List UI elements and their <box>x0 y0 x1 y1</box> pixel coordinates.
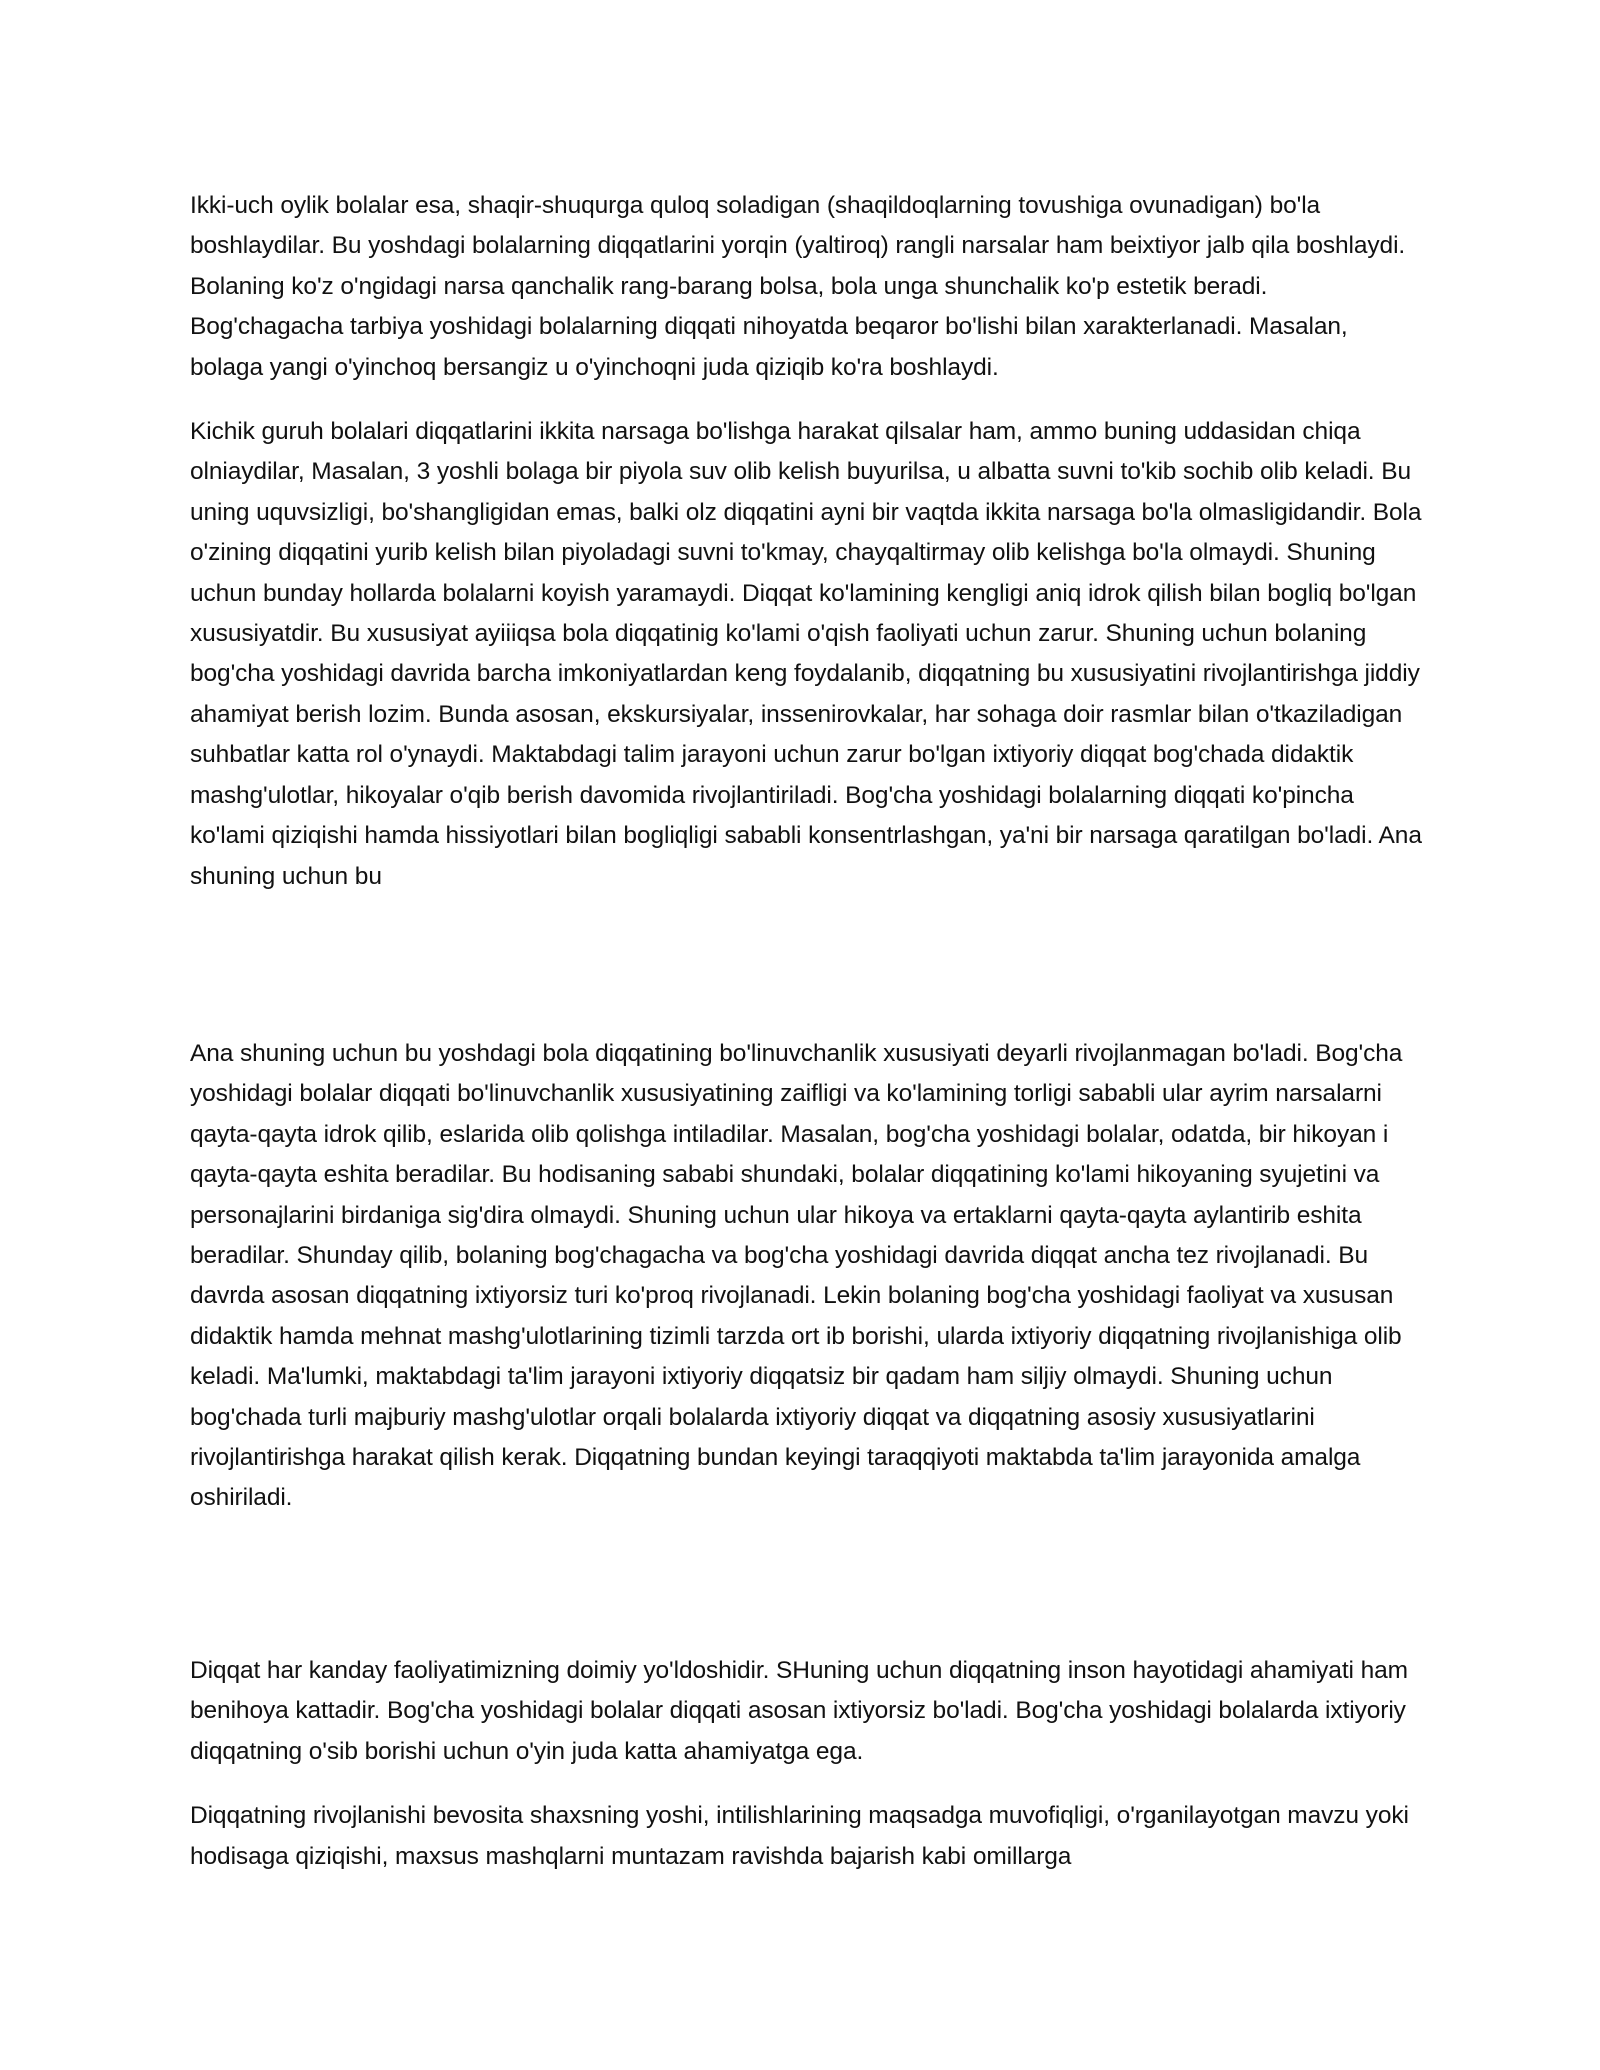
paragraph-2: Kichik guruh bolalari diqqatlarini ikkita narsaga bo'lishga harakat qilsalar ham, ammo buning uddasidan chiqa olniaydilar, Masalan, 3 yoshli bolaga bir piyola suv olib kelish buyurilsa, u albatta suvni to'kib sochib olib keladi. Bu uning uquvsizligi, bo'shangligidan emas, balki olz diqqatini ayni bir vaqtda ikkita narsaga bo'la olmasligidandir. Bola o'zining diqqatini yurib kelish bilan piyoladagi suvni to'kmay, chayqaltirmay olib kelishga bo'la olmaydi. Shuning uchun bunday hollarda bolalarni koyish yaramaydi. Diqqat ko'lamining kengligi aniq idrok qilish bilan bogliq bo'lgan xususiyatdir. Bu xususiyat ayiiiqsa bola diqqatinig ko'lami o'qish faoliyati uchun zarur. Shuning uchun bolaning bog'cha yoshidagi davrida barcha imkoniyatlardan keng foydalanib, diqqatning bu xususiyatini rivojlantirishga jiddiy ahamiyat berish lozim. Bunda asosan, ekskursiyalar, inssenirovkalar, har sohaga doir rasmlar bilan o'tkaziladigan suhbatlar katta rol o'ynaydi. Maktabdagi talim jarayoni uchun zarur bo'lgan ixtiyoriy diqqat bog'chada didaktik mashg'ulotlar, hikoyalar o'qib berish davomida rivojlantiriladi. Bog'cha yoshidagi bolalarning diqqati ko'pincha ko'lami qiziqishi hamda hissiyotlari bilan bogliqligi sababli konsentrlashgan, ya'ni bir narsaga qaratilgan bo'ladi. Ana shuning uchun bu <box>190 418 1422 890</box>
paragraph-5: Diqqatning rivojlanishi bevosita shaxsning yoshi, intilishlarining maqsadga muvofiqligi, o'rganilayotgan mavzu yoki hodisaga qiziqishi, maxsus mashqlarni muntazam ravishda bajarish kabi omillarga <box>190 1802 1409 1870</box>
text-section-3 <box>190 1651 1425 1877</box>
text-section-1 <box>190 186 1425 897</box>
text-section-2 <box>190 1034 1425 1519</box>
paragraph-spacer <box>190 388 1425 412</box>
paragraph-spacer <box>190 1772 1425 1796</box>
paragraph-3: Ana shuning uchun bu yoshdagi bola diqqatining bo'linuvchanlik xususiyati deyarli rivojlanmagan bo'ladi. Bog'cha yoshidagi bolalar diqqati bo'linuvchanlik xususiyatining zaifligi va ko'lamining torligi sababli ular ayrim narsalarni qayta-qayta idrok qilib, eslarida olib qolishga intiladilar. Masalan, bog'cha yoshidagi bolalar, odatda, bir hikoyan i qayta-qayta eshita beradilar. Bu hodisaning sababi shundaki, bolalar diqqatining ko'lami hikoyaning syujetini va personajlarini birdaniga sig'dira olmaydi. Shuning uchun ular hikoya va ertaklarni qayta-qayta aylantirib eshita beradilar. Shunday qilib, bolaning bog'chagacha va bog'cha yoshidagi davrida diqqat ancha tez rivojlanadi. Bu davrda asosan diqqatning ixtiyorsiz turi ko'proq rivojlanadi. Lekin bolaning bog'cha yoshidagi faoliyat va xususan didaktik hamda mehnat mashg'ulotlarining tizimli tarzda ort ib borishi, ularda ixtiyoriy diqqatning rivojlanishiga olib keladi. Ma'lumki, maktabdagi ta'lim jarayoni ixtiyoriy diqqatsiz bir qadam ham siljiy olmaydi. Shuning uchun bog'chada turli majburiy mashg'ulotlar orqali bolalarda ixtiyoriy diqqat va diqqatning asosiy xususiyatlarini rivojlantirishga harakat qilish kerak. Diqqatning bundan keyingi taraqqiyoti maktabda ta'lim jarayonida amalga oshiriladi. <box>190 1040 1403 1512</box>
paragraph-1: Ikki-uch oylik bolalar esa, shaqir-shuqurga quloq soladigan (shaqildoqlarning tovushiga ovunadigan) bo'la boshlaydilar. Bu yoshdagi bolalarning diqqatlarini yorqin (yaltiroq) rangli narsalar ham beixtiyor jalb qila boshlaydi. Bolaning ko'z o'ngidagi narsa qanchalik rang-barang bolsa, bola unga shunchalik ko'p estetik beradi. Bog'chagacha tarbiya yoshidagi bolalarning diqqati nihoyatda beqaror bo'lishi bilan xarakterlanadi. Masalan, bolaga yangi o'yinchoq bersangiz u o'yinchoqni juda qiziqib ko'ra boshlaydi. <box>190 192 1406 381</box>
paragraph-4: Diqqat har kanday faoliyatimizning doimiy yo'ldoshidir. SHuning uchun diqqatning inson hayotidagi ahamiyati ham benihoya kattadir. Bog'cha yoshidagi bolalar diqqati asosan ixtiyorsiz bo'ladi. Bog'cha yoshidagi bolalarda ixtiyoriy diqqatning o'sib borishi uchun o'yin juda katta ahamiyatga ega. <box>190 1657 1408 1765</box>
